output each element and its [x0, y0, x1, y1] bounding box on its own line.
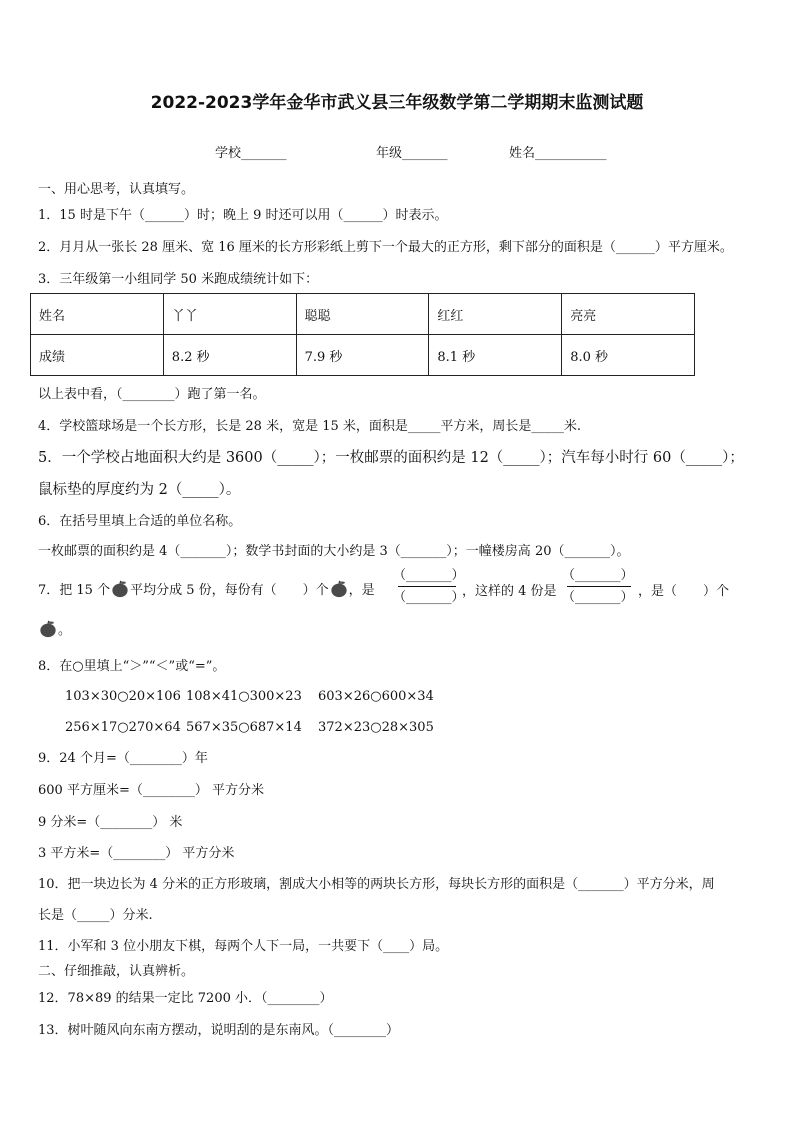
- fraction-1-bar: [398, 586, 456, 587]
- table-cell: 8.1 秒: [429, 335, 562, 376]
- question-10-line-1: 10．把一块边长为 4 分米的正方形玻璃，割成大小相等的两块长方形，每块长方形的面积是（_______）平方分米，周: [38, 877, 715, 892]
- page-title: 2022-2023学年金华市武义县三年级数学第二学期期末监测试题: [150, 93, 644, 113]
- question-9-line-3: 9 分米=（________） 米: [38, 815, 183, 830]
- name-field: 姓名___________: [509, 146, 607, 161]
- question-5-line-1: 5．一个学校占地面积大约是 3600（_____）；一枚邮票的面积约是 12（_____）；汽车每小时行 60（_____）；: [38, 450, 744, 466]
- q7-part-4: ，这样的 4 份是: [462, 584, 557, 599]
- question-12: 12．78×89 的结果一定比 7200 小．（________）: [38, 991, 333, 1006]
- q8-item: 256×17○270×64: [65, 720, 181, 735]
- question-5-line-2: 鼠标垫的厚度约为 2（_____）。: [38, 482, 241, 498]
- fraction-2-bar: [567, 586, 631, 587]
- q8-item: 372×23○28×305: [318, 720, 434, 735]
- table-cell: 8.0 秒: [562, 335, 695, 376]
- table-cell: 红红: [429, 294, 562, 335]
- apple-icon: [39, 620, 57, 638]
- fraction-2-denominator: （_______）: [562, 590, 634, 605]
- question-7-tail: [38, 620, 71, 640]
- question-1: 1．15 时是下午（______）时；晚上 9 时还可以用（______）时表示。: [38, 208, 448, 223]
- q7-part-1: 7．把 15 个: [38, 583, 111, 598]
- question-6-body: 一枚邮票的面积约是 4（_______）；数学书封面的大小约是 3（_______）；一幢楼房高 20（_______）。: [38, 544, 630, 559]
- table-cell: 成绩: [31, 335, 164, 376]
- question-9-line-1: 9．24 个月=（________）年: [38, 751, 208, 766]
- question-10-line-2: 长是（_____）分米.: [38, 908, 153, 923]
- q7-tail-text: 。: [58, 623, 72, 638]
- table-cell: 丫丫: [163, 294, 296, 335]
- table-cell: 8.2 秒: [163, 335, 296, 376]
- table-cell: 姓名: [31, 294, 164, 335]
- fraction-1-numerator: （_______）: [393, 568, 465, 583]
- q7-part-5: ，是（ ）个: [638, 584, 730, 599]
- table-cell: 7.9 秒: [296, 335, 429, 376]
- score-table: [30, 293, 695, 376]
- table-row: [31, 335, 695, 376]
- apple-icon: [111, 580, 129, 598]
- question-3: 3．三年级第一小组同学 50 米跑成绩统计如下：: [38, 272, 319, 287]
- question-9-line-4: 3 平方米=（________） 平方分米: [38, 846, 235, 861]
- question-13: 13．树叶随风向东南方摆动，说明刮的是东南风。（________）: [38, 1023, 400, 1038]
- grade-field: 年级_______: [376, 146, 448, 161]
- table-row: [31, 294, 695, 335]
- question-11: 11．小军和 3 位小朋友下棋，每两个人下一局，一共要下（____）局。: [38, 939, 449, 954]
- question-4: 4．学校篮球场是一个长方形，长是 28 米，宽是 15 米，面积是_____平方米，周长是_____米.: [38, 419, 582, 434]
- q8-item: 567×35○687×14: [186, 720, 302, 735]
- q7-part-3: ，是: [348, 583, 375, 598]
- question-3-followup: 以上表中看，（________）跑了第一名。: [38, 387, 266, 402]
- question-9-line-2: 600 平方厘米=（________） 平方分米: [38, 783, 264, 798]
- q8-item: 103×30○20×106: [65, 689, 181, 704]
- question-8: 8．在○里填上“＞”“＜”或“=”。: [38, 659, 226, 674]
- q8-item: 603×26○600×34: [318, 689, 434, 704]
- question-6: 6．在括号里填上合适的单位名称。: [38, 514, 242, 529]
- question-7: [38, 580, 375, 600]
- fraction-1-denominator: （_______）: [393, 590, 465, 605]
- fraction-2-numerator: （_______）: [562, 568, 634, 583]
- table-cell: 亮亮: [562, 294, 695, 335]
- q7-part-2: 平均分成 5 份，每份有（ ）个: [130, 583, 329, 598]
- school-field: 学校_______: [215, 146, 287, 161]
- table-cell: 聪聪: [296, 294, 429, 335]
- section-1-heading: 一、用心思考，认真填写。: [38, 182, 195, 197]
- q8-item: 108×41○300×23: [186, 689, 302, 704]
- question-2: 2．月月从一张长 28 厘米、宽 16 厘米的长方形彩纸上剪下一个最大的正方形，剩下部分的面积是（______）平方厘米。: [38, 240, 733, 255]
- section-2-heading: 二、仔细推敲，认真辨析。: [38, 964, 195, 979]
- apple-icon: [330, 580, 348, 598]
